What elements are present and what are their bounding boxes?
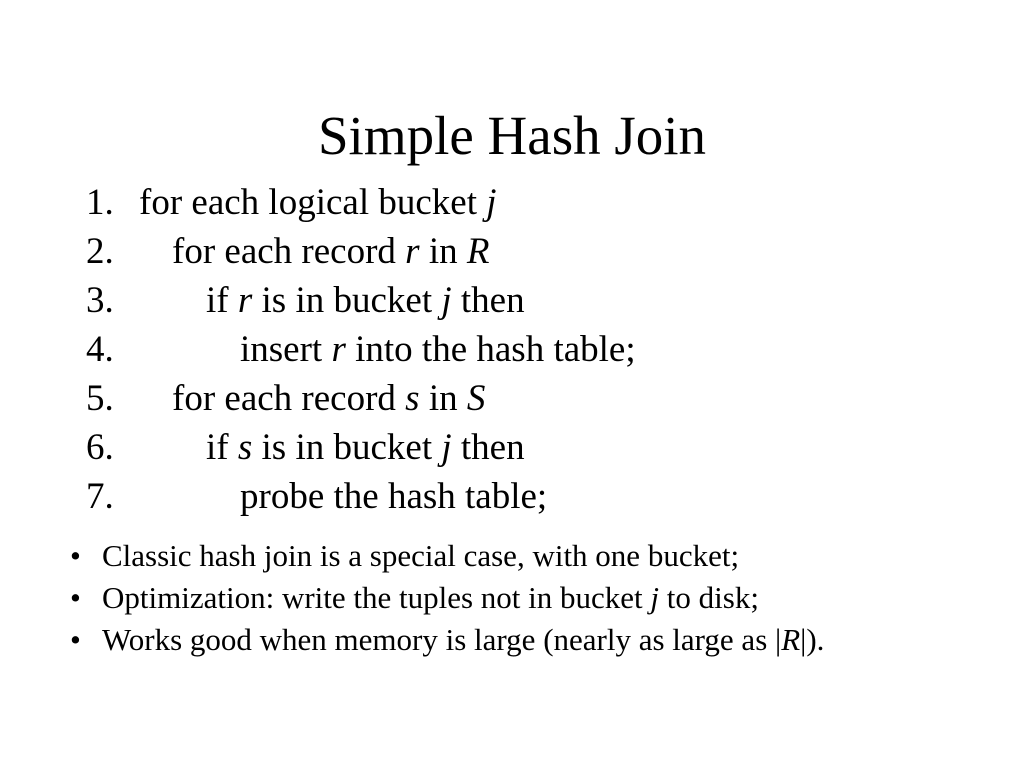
text-segment: into the hash table;: [345, 329, 636, 370]
line-number: 1.: [86, 182, 114, 223]
italic-variable: r: [331, 329, 346, 370]
text-segment: in: [419, 231, 467, 272]
text-segment: Works good when memory is large (nearly as large as |: [102, 622, 782, 657]
text-segment: Classic hash join is a special case, with one bucket;: [102, 538, 740, 573]
text-segment: to disk;: [659, 580, 759, 615]
line-number: 7.: [86, 476, 114, 517]
bullet-dot-icon: •: [70, 538, 81, 573]
algorithm-line: [86, 178, 636, 227]
italic-variable: j: [441, 280, 452, 321]
text-segment: if: [206, 280, 238, 321]
line-text: [139, 423, 525, 472]
text-segment: then: [451, 427, 525, 468]
text-segment: for each logical bucket: [139, 182, 487, 223]
line-number: 3.: [86, 280, 114, 321]
italic-variable: j: [486, 182, 497, 223]
line-number: 2.: [86, 231, 114, 272]
bullet-dot-icon: •: [70, 580, 81, 615]
text-segment: is in bucket: [252, 280, 442, 321]
algorithm-line: [86, 276, 636, 325]
line-text: [139, 227, 489, 276]
text-segment: if: [206, 427, 238, 468]
bullet-list: [70, 535, 970, 661]
text-segment: for each record: [172, 231, 406, 272]
text-segment: then: [451, 280, 525, 321]
line-text: [139, 472, 547, 521]
text-segment: |).: [800, 622, 825, 657]
italic-variable: R: [466, 231, 490, 272]
text-segment: probe the hash table;: [240, 476, 548, 517]
line-number: 5.: [86, 378, 114, 419]
bullet-text: [102, 580, 759, 615]
bullet-item: [70, 535, 970, 577]
line-number: 6.: [86, 427, 114, 468]
text-segment: Optimization: write the tuples not in bucket: [102, 580, 651, 615]
algorithm-line: [86, 423, 636, 472]
text-segment: is in bucket: [252, 427, 442, 468]
algorithm-line: [86, 472, 636, 521]
bullet-item: [70, 619, 970, 661]
italic-variable: r: [237, 280, 253, 321]
bullet-dot-icon: •: [70, 622, 81, 657]
italic-variable: s: [237, 427, 253, 468]
italic-variable: j: [650, 580, 660, 615]
text-segment: insert: [240, 329, 332, 370]
text-segment: for each record: [172, 378, 406, 419]
italic-variable: R: [781, 622, 801, 657]
bullet-text: [102, 538, 739, 573]
italic-variable: s: [405, 378, 420, 419]
bullet-text: [102, 622, 824, 657]
algorithm-listing: [86, 178, 636, 521]
bullet-item: [70, 577, 970, 619]
line-text: [139, 374, 485, 423]
line-text: [139, 178, 497, 227]
algorithm-line: [86, 325, 636, 374]
text-segment: in: [419, 378, 467, 419]
algorithm-line: [86, 374, 636, 423]
algorithm-line: [86, 227, 636, 276]
italic-variable: S: [466, 378, 486, 419]
line-text: [139, 276, 525, 325]
line-number: 4.: [86, 329, 114, 370]
slide-title: Simple Hash Join: [317, 105, 707, 166]
italic-variable: r: [405, 231, 420, 272]
italic-variable: j: [441, 427, 452, 468]
line-text: [139, 325, 636, 374]
